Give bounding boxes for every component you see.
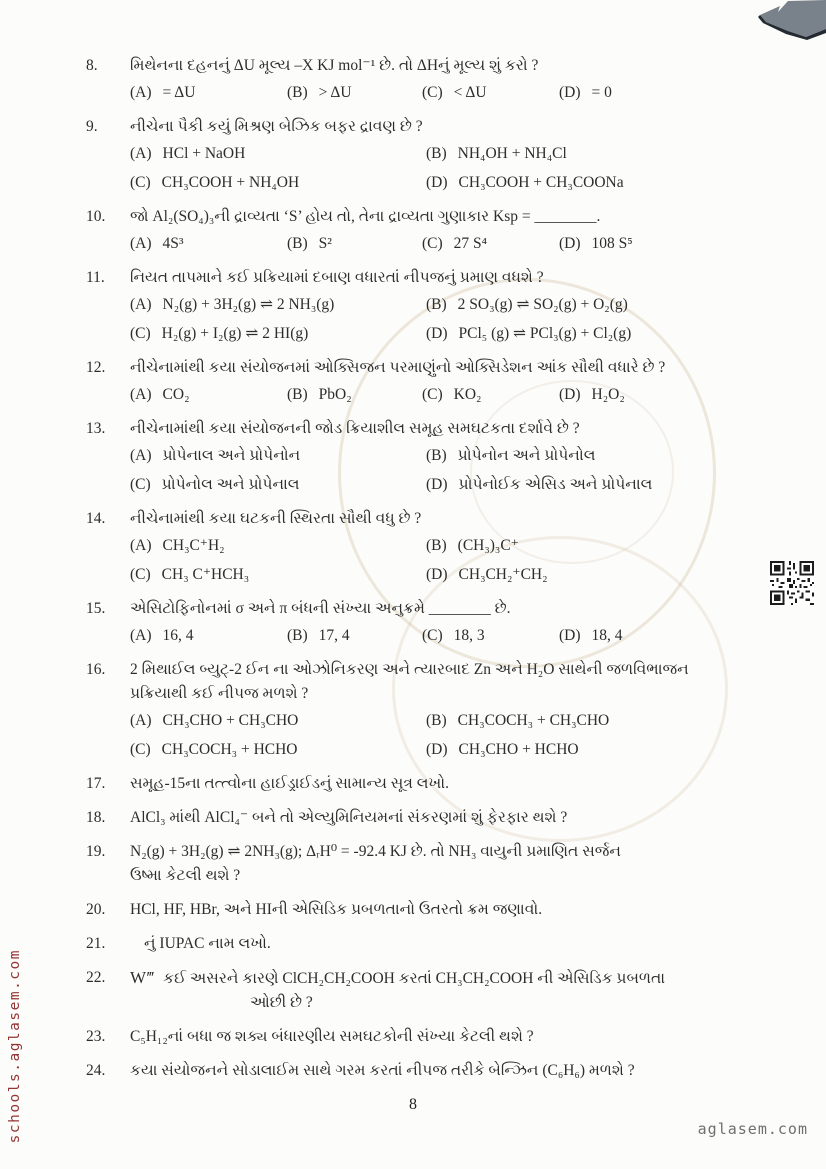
option-text: 18, 3 <box>453 627 485 644</box>
option-b <box>426 142 758 166</box>
question-text: એસિટોફિનોનમાં σ અને π બંધની સંખ્યા અનુક્રમે ________ છે. <box>130 600 511 617</box>
option-a <box>130 293 426 317</box>
option-label: (C) <box>130 566 151 583</box>
question-17 <box>86 772 758 796</box>
option-text: 4S³ <box>162 235 184 252</box>
option-label: (C) <box>422 84 443 101</box>
question-number: 12. <box>86 359 106 376</box>
option-text: < ΔU <box>453 84 487 101</box>
option-d <box>559 624 758 648</box>
question-text-part: કઈ અસરને કારણે ClCH₂CH₂COOH કરતાં CH₃CH₂COOH ની એસિડિક પ્રબળતા <box>163 970 666 987</box>
question-text: C₅H₁₂નાં બધા જ શક્ય બંધારણીય સમઘટકોની સંખ્યા કેટલી થશે ? <box>130 1028 534 1045</box>
option-label: (D) <box>426 476 448 493</box>
option-b <box>287 232 422 256</box>
option-text: CH₃COOH + NH₄OH <box>161 174 300 191</box>
question-text: 2 મિથાઈલ બ્યુટ્-2 ઈન ના ઓઝોનિકરણ અને ત્યારબાદ Zn અને H₂O સાથેની જળવિભાજન <box>130 661 689 678</box>
option-label: (D) <box>559 386 581 403</box>
option-d <box>426 322 758 346</box>
question-number: 10. <box>86 208 106 225</box>
question-18 <box>86 806 758 830</box>
option-b <box>287 624 422 648</box>
option-c <box>130 171 426 195</box>
question-20 <box>86 898 758 922</box>
option-label: (A) <box>130 712 152 729</box>
question-number: 9. <box>86 118 98 135</box>
option-text: PCl₅ (g) ⇌ PCl₃(g) + Cl₂(g) <box>458 325 632 342</box>
option-label: (D) <box>559 84 581 101</box>
option-text: 108 S⁵ <box>591 235 633 252</box>
footer-site-url: aglasem.com <box>697 1120 808 1138</box>
option-label: (D) <box>559 627 581 644</box>
option-a <box>130 444 426 468</box>
question-text: AlCl₃ માંથી AlCl₄⁻ બને તો એલ્યુમિનિયમનાં સંકરણમાં શું ફેરફાર થશે ? <box>130 809 568 826</box>
question-22 <box>86 966 758 1015</box>
option-label: (C) <box>130 476 151 493</box>
question-text: ઓછી છે ? <box>250 994 313 1011</box>
qr-code <box>770 560 814 606</box>
options-row <box>130 444 758 497</box>
question-8 <box>86 54 758 105</box>
option-d <box>426 563 758 587</box>
option-text: = 0 <box>591 84 612 101</box>
option-label: (C) <box>422 235 443 252</box>
option-text: CH₃CHO + HCHO <box>458 741 579 758</box>
option-b <box>426 709 758 733</box>
question-number: 17. <box>86 775 106 792</box>
artifact-glyph: W‴ <box>130 968 156 987</box>
option-text: H₂O₂ <box>591 386 625 403</box>
question-text: નીચેનામાંથી કયા સંયોજનની જોડ ક્રિયાશીલ સમૂહ સમઘટકતા દર્શાવે છે ? <box>130 420 580 437</box>
question-text: પ્રક્રિયાથી કઈ નીપજ મળશે ? <box>130 685 309 702</box>
option-b <box>426 534 758 558</box>
question-text: નીચેનામાંથી કયા ઘટકની સ્થિરતા સૌથી વધુ છે ? <box>130 510 422 527</box>
question-text: HCl, HF, HBr, અને HIની એસિડિક પ્રબળતાનો ઉતરતો ક્રમ જણાવો. <box>130 901 543 918</box>
option-text: NH₄OH + NH₄Cl <box>457 145 567 162</box>
option-a <box>130 81 287 105</box>
question-list <box>86 54 758 1093</box>
option-c <box>130 473 426 497</box>
question-14 <box>86 507 758 587</box>
option-d <box>426 171 758 195</box>
option-label: (A) <box>130 145 152 162</box>
option-text: > ΔU <box>318 84 352 101</box>
question-text: કયા સંયોજનને સોડાલાઈમ સાથે ગરમ કરતાં નીપજ તરીકે બેન્ઝિન (C₆H₆) મળશે ? <box>130 1062 635 1079</box>
question-11 <box>86 266 758 346</box>
option-text: CH₃COCH₃ + CH₃CHO <box>457 712 610 729</box>
options-row <box>130 142 758 195</box>
page-number: 8 <box>409 1096 417 1113</box>
options-row <box>130 383 758 407</box>
question-15 <box>86 597 758 648</box>
option-label: (B) <box>287 386 308 403</box>
option-text: (CH₃)₃C⁺ <box>457 537 519 554</box>
option-text: પ્રોપેનોઈક એસિડ અને પ્રોપેનાલ <box>458 476 653 493</box>
question-21 <box>86 932 758 956</box>
question-number: 20. <box>86 901 106 918</box>
question-text: સમૂહ-15ના તત્ત્વોના હાઈડ્રાઈડનું સામાન્ય સૂત્ર લખો. <box>130 775 449 792</box>
question-10 <box>86 205 758 256</box>
option-c <box>422 81 559 105</box>
option-label: (B) <box>287 627 308 644</box>
option-label: (A) <box>130 447 152 464</box>
option-label: (D) <box>426 174 448 191</box>
option-b <box>426 293 758 317</box>
question-text: નું IUPAC નામ લખો. <box>144 935 271 952</box>
option-b <box>287 383 422 407</box>
option-label: (C) <box>422 627 443 644</box>
option-text: CH₃CH₂⁺CH₂ <box>458 566 548 583</box>
option-text: CH₃C⁺H₂ <box>162 537 225 554</box>
question-number: 14. <box>86 510 106 527</box>
option-a <box>130 624 287 648</box>
option-text: CH₃ C⁺HCH₃ <box>161 566 250 583</box>
option-text: 18, 4 <box>591 627 623 644</box>
question-number: 21. <box>86 935 106 952</box>
option-label: (D) <box>426 566 448 583</box>
option-a <box>130 383 287 407</box>
question-number: 24. <box>86 1062 106 1079</box>
option-a <box>130 232 287 256</box>
option-label: (C) <box>130 325 151 342</box>
question-9 <box>86 115 758 195</box>
option-label: (B) <box>426 537 447 554</box>
option-label: (D) <box>426 741 448 758</box>
option-b <box>287 81 422 105</box>
question-24 <box>86 1059 758 1083</box>
question-number: 8. <box>86 57 98 74</box>
question-number: 13. <box>86 420 106 437</box>
option-text: S² <box>318 235 332 252</box>
option-label: (B) <box>426 296 447 313</box>
option-c <box>130 738 426 762</box>
question-number: 11. <box>86 269 105 286</box>
option-label: (A) <box>130 537 152 554</box>
question-12 <box>86 356 758 407</box>
question-text: નીચેના પૈકી કયું મિશ્રણ બેઝિક બફર દ્રાવણ છે ? <box>130 118 423 135</box>
option-label: (B) <box>287 235 308 252</box>
option-b <box>426 444 758 468</box>
question-number: 19. <box>86 843 106 860</box>
option-label: (A) <box>130 627 152 644</box>
option-label: (D) <box>559 235 581 252</box>
option-text: = ΔU <box>162 84 196 101</box>
question-number: 16. <box>86 661 106 678</box>
option-text: પ્રોપેનોલ અને પ્રોપેનાલ <box>161 476 300 493</box>
question-text: ઉષ્મા કેટલી થશે ? <box>130 867 241 884</box>
option-text: KO₂ <box>453 386 482 403</box>
question-number: 23. <box>86 1028 106 1045</box>
option-d <box>426 473 758 497</box>
option-label: (C) <box>130 741 151 758</box>
options-row <box>130 624 758 648</box>
option-label: (B) <box>426 447 447 464</box>
option-c <box>130 322 426 346</box>
options-row <box>130 232 758 256</box>
question-number: 18. <box>86 809 106 826</box>
option-text: CH₃COOH + CH₃COONa <box>458 174 624 191</box>
options-row <box>130 709 758 762</box>
question-text: N₂(g) + 3H₂(g) ⇌ 2NH₃(g); ΔᵣH⁰ = -92.4 KJ છે. તો NH₃ વાયુની પ્રમાણિત સર્જન <box>130 843 621 860</box>
option-label: (C) <box>130 174 151 191</box>
option-text: પ્રોપેનાલ અને પ્રોપેનોન <box>162 447 301 464</box>
option-d <box>426 738 758 762</box>
option-c <box>422 232 559 256</box>
question-number: 15. <box>86 600 106 617</box>
option-label: (A) <box>130 235 152 252</box>
options-row <box>130 81 758 105</box>
question-text: નીચેનામાંથી કયા સંયોજનમાં ઓક્સિજન પરમાણુંનો ઓક્સિડેશન આંક સૌથી વધારે છે ? <box>130 359 666 376</box>
option-text: HCl + NaOH <box>162 145 246 162</box>
option-label: (A) <box>130 296 152 313</box>
option-d <box>559 232 758 256</box>
question-text: નિયત તાપમાને કઈ પ્રક્રિયામાં દબાણ વધારતાં નીપજનું પ્રમાણ વધશે ? <box>130 269 544 286</box>
option-c <box>130 563 426 587</box>
question-13 <box>86 417 758 497</box>
option-label: (D) <box>426 325 448 342</box>
option-label: (A) <box>130 386 152 403</box>
options-row <box>130 293 758 346</box>
option-a <box>130 142 426 166</box>
option-label: (B) <box>426 712 447 729</box>
option-text: પ્રોપેનોન અને પ્રોપેનોલ <box>457 447 596 464</box>
question-19 <box>86 840 758 888</box>
question-text <box>130 966 758 991</box>
option-label: (C) <box>422 386 443 403</box>
question-text: મિથેનના દહનનું ΔU મૂલ્ય –X KJ mol⁻¹ છે. તો ΔHનું મૂલ્ય શું કરો ? <box>130 57 539 74</box>
option-text: H₂(g) + I₂(g) ⇌ 2 HI(g) <box>161 325 309 342</box>
option-label: (B) <box>426 145 447 162</box>
option-text: 16, 4 <box>162 627 194 644</box>
option-text: 2 SO₃(g) ⇌ SO₂(g) + O₂(g) <box>457 296 628 313</box>
option-c <box>422 383 559 407</box>
option-text: 27 S⁴ <box>453 235 488 252</box>
option-d <box>559 383 758 407</box>
question-16 <box>86 658 758 762</box>
option-text: N₂(g) + 3H₂(g) ⇌ 2 NH₃(g) <box>162 296 335 313</box>
option-text: CH₃CHO + CH₃CHO <box>162 712 299 729</box>
question-text: જો Al₂(SO₄)₃ની દ્રાવ્યતા ‘S’ હોય તો, તેના દ્રાવ્યતા ગુણાકાર Ksp = ________. <box>130 208 601 225</box>
option-c <box>422 624 559 648</box>
options-row <box>130 534 758 587</box>
option-text: 17, 4 <box>318 627 350 644</box>
side-watermark-url: schools.aglasem.com <box>7 948 23 1143</box>
question-number: 22. <box>86 969 106 986</box>
option-text: CO₂ <box>162 386 190 403</box>
option-text: PbO₂ <box>318 386 352 403</box>
option-label: (B) <box>287 84 308 101</box>
option-label: (A) <box>130 84 152 101</box>
option-a <box>130 534 426 558</box>
option-text: CH₃COCH₃ + HCHO <box>161 741 298 758</box>
option-a <box>130 709 426 733</box>
question-23 <box>86 1025 758 1049</box>
page-corner-fold-icon <box>746 0 826 46</box>
option-d <box>559 81 758 105</box>
